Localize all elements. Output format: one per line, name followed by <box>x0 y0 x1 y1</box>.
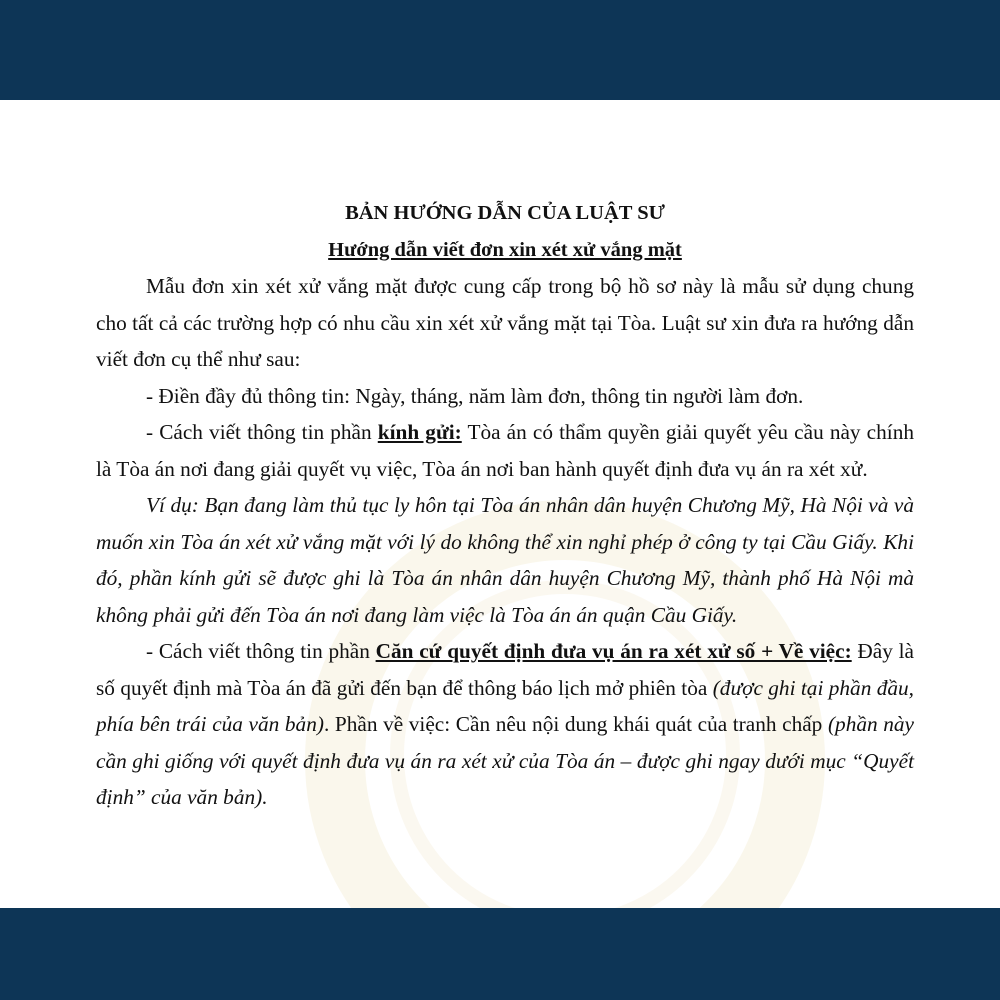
item3-italic-note-2: (phần này cần ghi giống với quyết định đưa vụ án ra xét xử của Tòa án – được ghi ngay dưới mục “Quyết định” của văn bản). <box>96 712 914 809</box>
list-item-1: - Điền đầy đủ thông tin: Ngày, tháng, năm làm đơn, thông tin người làm đơn. <box>146 383 804 408</box>
item3-text: Đây là số quyết định mà Tòa án đã gửi đến bạn để thông báo lịch mở phiên tòa <box>96 639 915 700</box>
item3-italic-note-1: (được ghi tại phần đầu, phía bên trái của văn bản) <box>96 675 915 736</box>
document-title: BẢN HƯỚNG DẪN CỦA LUẬT SƯ <box>345 202 665 224</box>
list-item-2 <box>96 414 914 487</box>
top-banner <box>0 0 1000 100</box>
item2-text: Tòa án có thẩm quyền giải quyết yêu cầu này chính là Tòa án nơi đang giải quyết vụ việc, Tòa án nơi ban hành quyết định đưa vụ án ra xét xử. <box>96 420 914 481</box>
example-paragraph: Ví dụ: Bạn đang làm thủ tục ly hôn tại Tòa án nhân dân huyện Chương Mỹ, Hà Nội và và muốn xin Tòa án xét xử vắng mặt với lý do không thể xin nghỉ phép ở công ty tại Cầu Giấy. Khi đó, phần kính gửi sẽ được ghi là Tòa án nhân dân huyện Chương Mỹ, thành phố Hà Nội mà không phải gửi đến Tòa án nơi đang làm việc là Tòa án án quận Cầu Giấy. <box>96 493 914 627</box>
item3-label: Căn cứ quyết định đưa vụ án ra xét xử số + Về việc: <box>375 639 852 663</box>
document-page <box>0 100 1000 908</box>
document-subtitle: Hướng dẫn viết đơn xin xét xử vắng mặt <box>328 238 682 261</box>
bottom-banner <box>0 908 1000 1000</box>
item3-prefix: - Cách viết thông tin phần <box>146 639 376 663</box>
item2-prefix: - Cách viết thông tin phần <box>146 420 378 444</box>
item2-label: kính gửi: <box>377 420 462 444</box>
document-body <box>96 195 914 816</box>
list-item-3 <box>96 633 914 816</box>
item3-text-2: . Phần về việc: Cần nêu nội dung khái quát của tranh chấp <box>323 712 828 736</box>
intro-paragraph: Mẫu đơn xin xét xử vắng mặt được cung cấp trong bộ hồ sơ này là mẫu sử dụng chung cho tất cả các trường hợp có nhu cầu xin xét xử vắng mặt tại Tòa. Luật sư xin đưa ra hướng dẫn viết đơn cụ thể như sau: <box>96 274 914 371</box>
